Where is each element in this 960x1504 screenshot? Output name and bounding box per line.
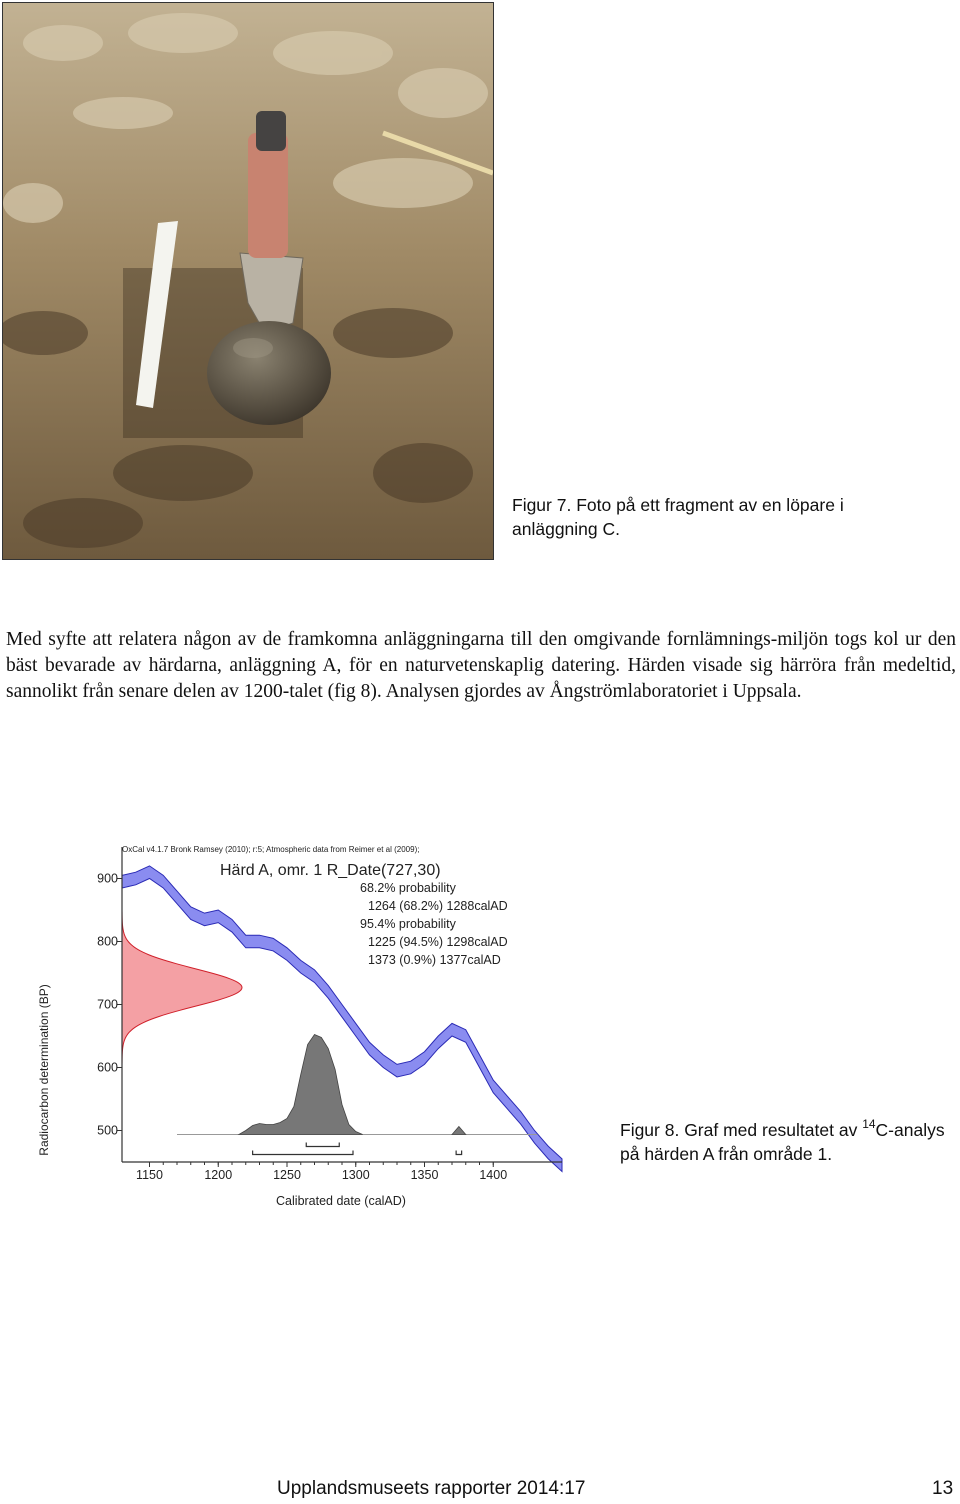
annotation-line: 1225 (94.5%) 1298calAD bbox=[368, 935, 508, 949]
annotation-line: 1264 (68.2%) 1288calAD bbox=[368, 899, 508, 913]
y-tick-label: 500 bbox=[97, 1123, 118, 1138]
excavation-photo bbox=[3, 3, 493, 559]
x-tick-label: 1400 bbox=[479, 1168, 508, 1182]
figure-8-caption-superscript: 14 bbox=[862, 1117, 876, 1131]
x-tick-label: 1200 bbox=[204, 1168, 233, 1182]
footer-title: Upplandsmuseets rapporter 2014:17 bbox=[277, 1478, 586, 1499]
x-tick-label: 1150 bbox=[136, 1168, 163, 1182]
figure-8-caption bbox=[620, 1118, 960, 1166]
y-tick-label: 700 bbox=[97, 997, 118, 1012]
annotation-line: 68.2% probability bbox=[360, 881, 456, 895]
figure-8-chart bbox=[30, 835, 590, 1215]
y-tick-label: 800 bbox=[97, 934, 118, 949]
y-tick-label: 900 bbox=[97, 871, 118, 886]
chart-title: Härd A, omr. 1 R_Date(727,30) bbox=[220, 862, 441, 879]
x-tick-label: 1250 bbox=[273, 1168, 301, 1182]
page-footer bbox=[0, 1478, 960, 1504]
figure-8-caption-prefix: Figur 8. Graf med resultatet av bbox=[620, 1120, 863, 1140]
measured-date-distribution bbox=[122, 912, 242, 1063]
calibrated-distribution-main bbox=[239, 1035, 363, 1135]
annotation-line: 95.4% probability bbox=[360, 917, 456, 931]
body-paragraph bbox=[6, 627, 956, 705]
x-axis-label: Calibrated date (calAD) bbox=[276, 1194, 406, 1208]
figure-8-caption-suffix: C-analys på härden A från område 1. bbox=[620, 1120, 945, 1164]
annotation-line: 1373 (0.9%) 1377calAD bbox=[368, 953, 501, 967]
x-tick-label: 1300 bbox=[341, 1168, 370, 1182]
x-tick-label: 1350 bbox=[410, 1168, 439, 1182]
range-2sigma-bracket bbox=[456, 1151, 462, 1155]
chart-header: OxCal v4.1.7 Bronk Ramsey (2010); r:5; Atmospheric data from Reimer et al (2009); bbox=[122, 845, 420, 854]
y-axis-label: Radiocarbon determination (BP) bbox=[37, 984, 51, 1156]
calibration-plot bbox=[30, 835, 590, 1215]
page-number: 13 bbox=[932, 1478, 954, 1499]
chart-annotations bbox=[360, 881, 508, 967]
y-tick-label: 600 bbox=[97, 1060, 118, 1075]
figure-7-photo bbox=[2, 2, 494, 560]
range-1sigma-bracket bbox=[306, 1143, 339, 1147]
body-text: Med syfte att relatera någon av de framkomna anläggningarna till den omgivande fornlämnings-miljön togs kol ur den bäst bevarade av härdarna, anläggning A, för en naturvetenskaplig datering. Härden visade sig härröra från medeltid, sannolikt från senare delen av 1200-talet (fig 8). Analysen gjordes av Ångströmlaboratoriet i Uppsala. bbox=[6, 629, 956, 702]
range-2sigma-bracket bbox=[253, 1151, 353, 1155]
figure-7-caption: Figur 7. Foto på ett fragment av en löpare i anläggning C. bbox=[512, 495, 844, 539]
calibrated-distribution-minor bbox=[452, 1127, 466, 1135]
